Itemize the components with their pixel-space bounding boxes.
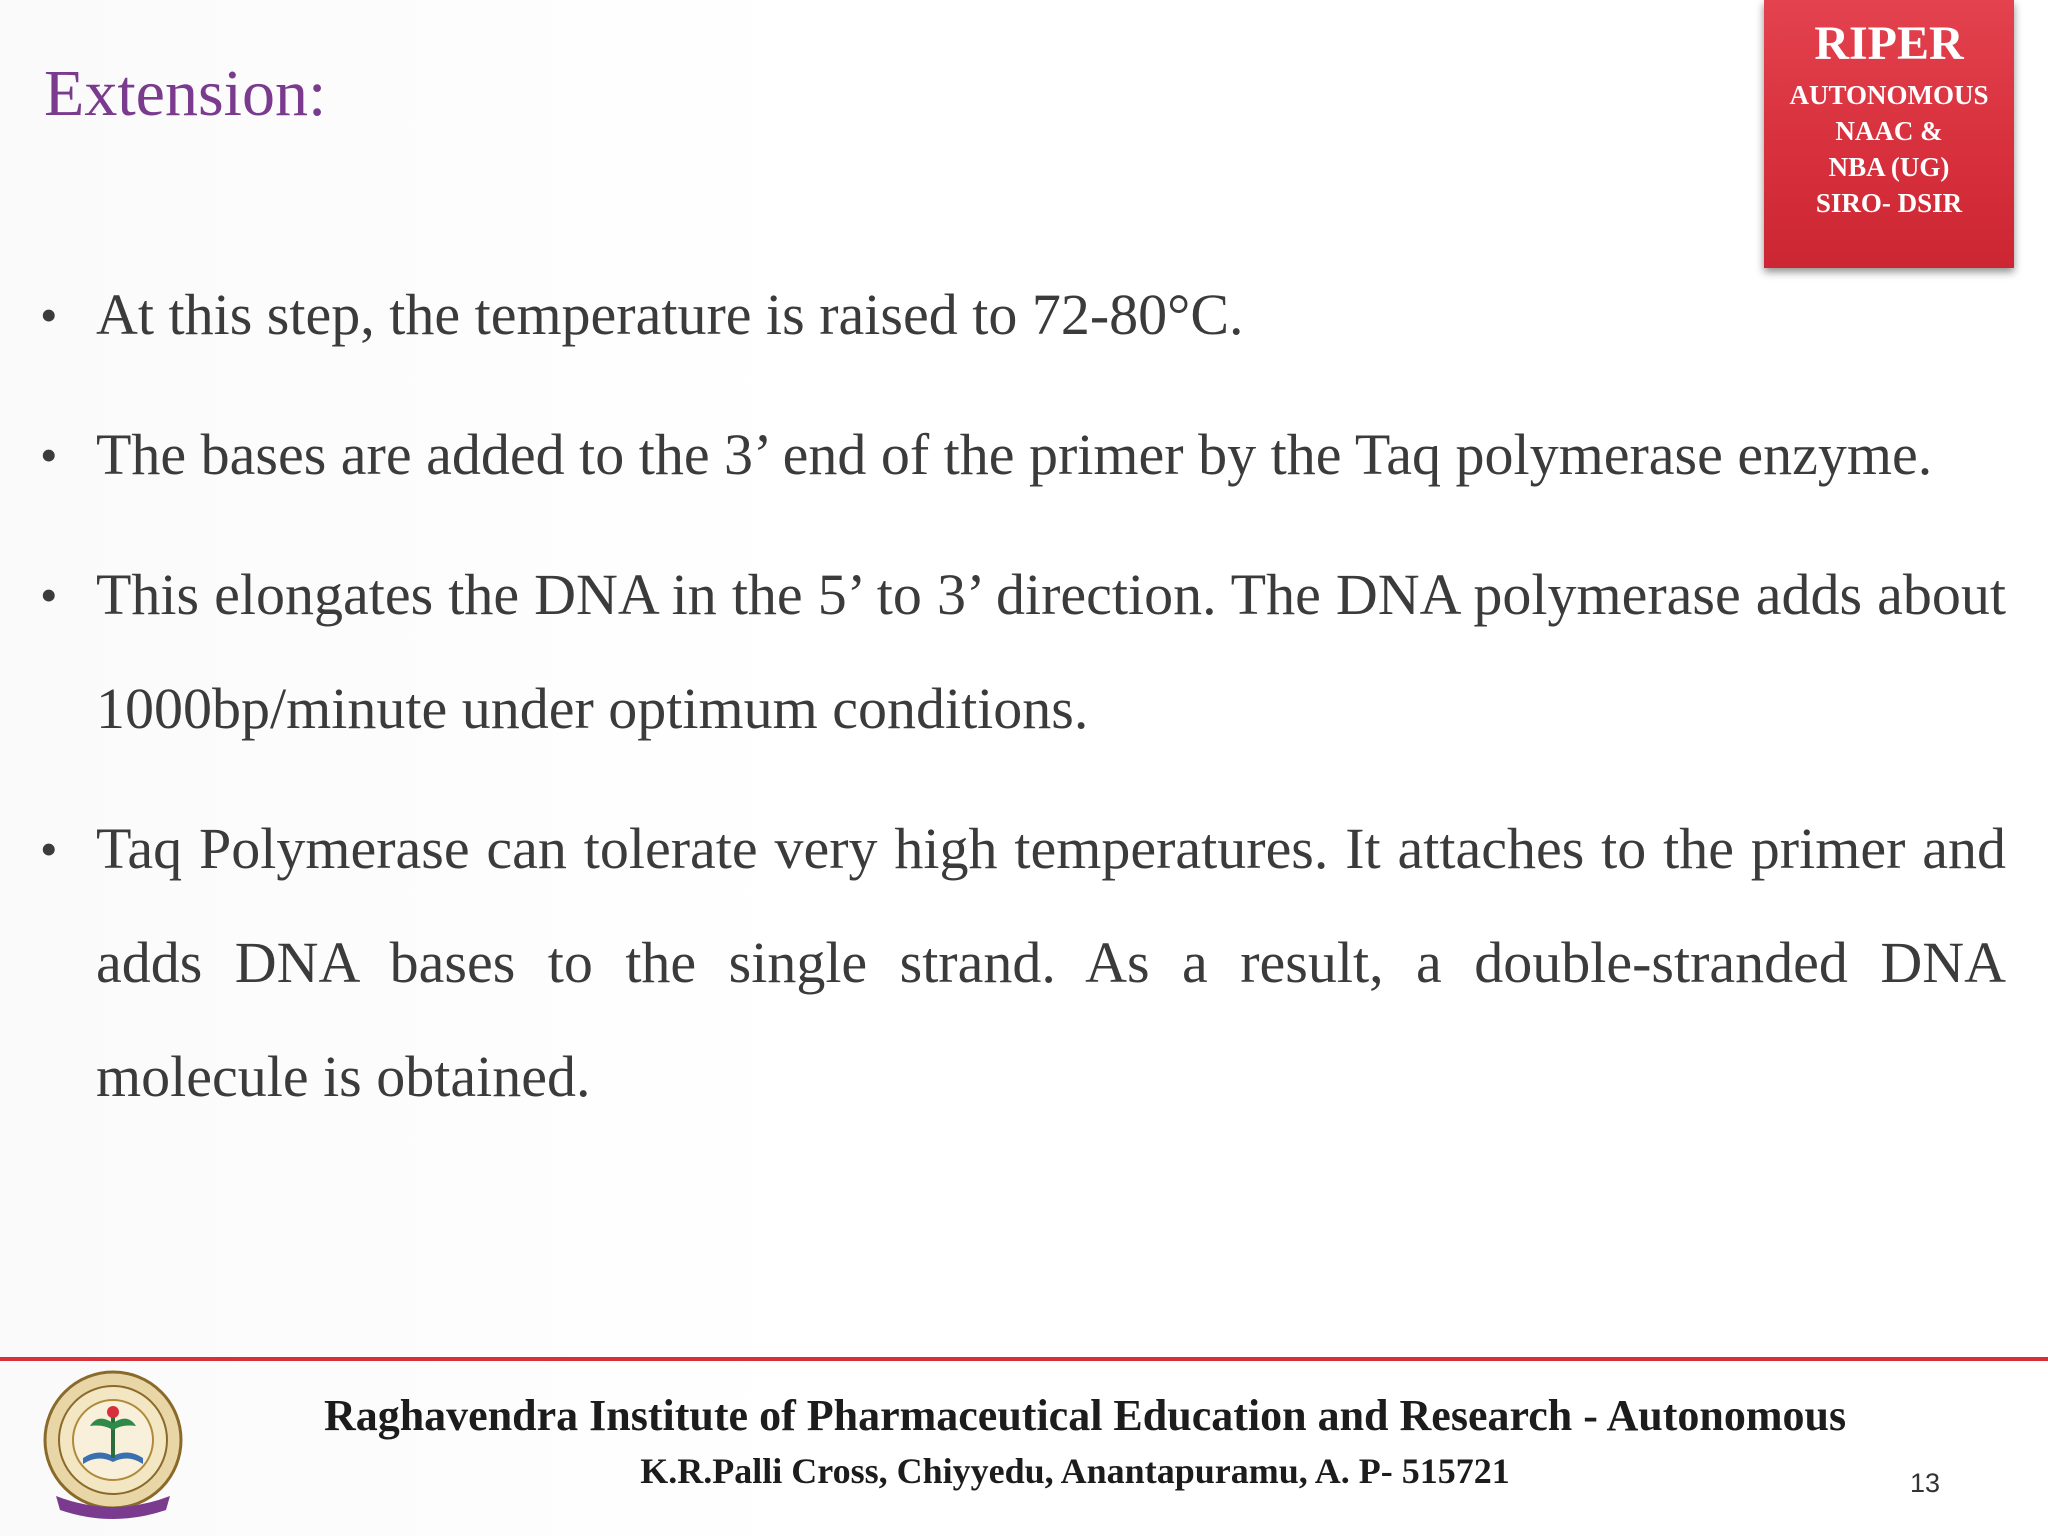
bullet-item bbox=[40, 792, 2006, 1134]
bullet-text: The bases are added to the 3’ end of the primer by the Taq polymerase enzyme. bbox=[96, 422, 1933, 487]
bullet-text: Taq Polymerase can tolerate very high temperatures. It attaches to the primer and adds DNA bases to the single strand. As a result, a double-stranded DNA molecule is obtained. bbox=[96, 816, 2006, 1109]
institution-address: K.R.Palli Cross, Chiyyedu, Anantapuramu, A. P- 515721 bbox=[640, 1451, 1510, 1491]
bullet-dot-icon: • bbox=[40, 287, 58, 343]
accreditation-badge bbox=[1764, 0, 2014, 268]
slide-title: Extension: bbox=[44, 57, 327, 130]
institution-name: Raghavendra Institute of Pharmaceutical Education and Research - Autonomous bbox=[323, 1391, 1847, 1440]
bullet-text: At this step, the temperature is raised to 72-80°C. bbox=[96, 282, 1244, 347]
badge-line-autonomous: AUTONOMOUS bbox=[1789, 79, 1989, 110]
bullet-item bbox=[40, 538, 2006, 766]
badge-line-siro: SIRO- DSIR bbox=[1815, 187, 1963, 218]
bullet-dot-icon: • bbox=[40, 427, 58, 483]
badge-line-nba: NBA (UG) bbox=[1828, 151, 1950, 182]
bullet-list bbox=[40, 258, 2006, 1160]
bullet-dot-icon: • bbox=[40, 567, 58, 623]
page-number: 13 bbox=[1910, 1468, 1941, 1498]
bullet-item bbox=[40, 398, 2006, 512]
institution-logo-icon bbox=[38, 1368, 188, 1522]
bullet-text: This elongates the DNA in the 5’ to 3’ direction. The DNA polymerase adds about 1000bp/minute under optimum conditions. bbox=[96, 562, 2006, 741]
footer-divider bbox=[0, 1357, 2048, 1361]
bullet-item bbox=[40, 258, 2006, 372]
badge-line-naac: NAAC & bbox=[1835, 115, 1943, 146]
bullet-dot-icon: • bbox=[40, 821, 58, 877]
badge-title: RIPER bbox=[1814, 17, 1964, 70]
